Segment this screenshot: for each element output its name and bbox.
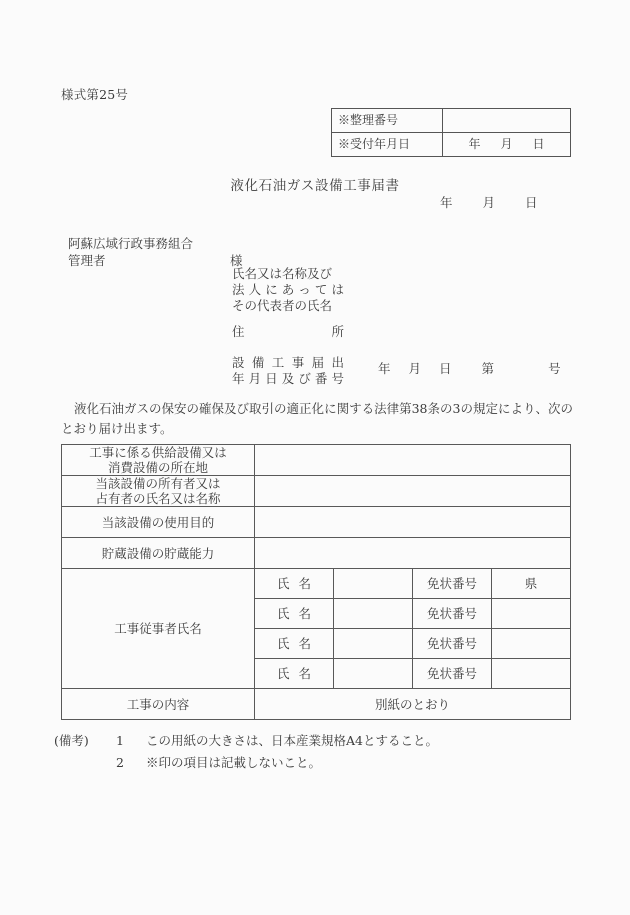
table-row	[62, 445, 571, 476]
worker-name-label-4	[255, 659, 334, 689]
worker-name-field-4[interactable]	[334, 659, 413, 689]
row-field-location[interactable]	[255, 445, 571, 476]
row-label-workers: 工事従事者氏名	[62, 569, 255, 689]
applicant-address-label	[232, 322, 344, 340]
remarks-section	[54, 730, 438, 774]
main-form-table	[61, 444, 571, 720]
worker-name-field-1[interactable]	[334, 569, 413, 599]
table-row	[332, 133, 571, 157]
remarks-item-1	[54, 730, 438, 752]
notification-label-line-1: 設備工事届出	[232, 355, 344, 370]
applicant-name-line-2: 法人にあっては	[232, 282, 344, 297]
table-row	[62, 569, 571, 599]
row-field-purpose[interactable]	[255, 507, 571, 538]
notification-number-label	[232, 355, 344, 387]
worker-license-label-3: 免状番号	[413, 629, 492, 659]
receipt-date-field[interactable]	[443, 133, 571, 157]
receipt-date-label: ※受付年月日	[332, 133, 443, 157]
submission-date-month: 月	[482, 195, 496, 210]
receipt-date-month: 月	[500, 136, 513, 151]
worker-license-label-1: 免状番号	[413, 569, 492, 599]
addressee-role: 管理者	[68, 253, 106, 268]
worker-name-label-text-1: 氏名	[277, 576, 311, 591]
applicant-name-line-1: 氏名又は名称及び	[232, 266, 333, 281]
row-label-location	[62, 445, 255, 476]
applicant-address-label-text: 住所	[232, 324, 344, 339]
worker-name-label-1	[255, 569, 334, 599]
row-label-owner-line-1: 当該設備の所有者又は	[95, 476, 221, 491]
remarks-item-2-number: 2	[116, 755, 124, 770]
row-label-purpose: 当該設備の使用目的	[62, 507, 255, 538]
worker-license-label-4: 免状番号	[413, 659, 492, 689]
worker-license-field-4[interactable]	[492, 659, 571, 689]
worker-name-field-2[interactable]	[334, 599, 413, 629]
legal-statement	[61, 399, 573, 439]
notification-gou: 号	[548, 361, 561, 376]
table-row	[62, 689, 571, 720]
row-label-location-line-1: 工事に係る供給設備又は	[89, 445, 227, 460]
remarks-item-1-text: この用紙の大きさは、日本産業規格A4とすること。	[146, 733, 438, 748]
submission-date-day: 日	[525, 195, 538, 210]
row-label-work-content: 工事の内容	[62, 689, 255, 720]
row-label-location-line-2: 消費設備の所在地	[107, 460, 208, 475]
row-field-work-content: 別紙のとおり	[255, 689, 571, 720]
remarks-item-2-text: ※印の項目は記載しないこと。	[146, 755, 322, 770]
row-field-owner[interactable]	[255, 476, 571, 507]
row-label-storage-capacity: 貯蔵設備の貯蔵能力	[62, 538, 255, 569]
receipt-date-day: 日	[532, 136, 545, 151]
worker-name-label-text-4: 氏名	[277, 666, 311, 681]
notification-label-line-2: 年月日及び番号	[232, 371, 344, 386]
submission-date-year: 年	[440, 195, 453, 210]
worker-license-field-3[interactable]	[492, 629, 571, 659]
reference-number-field[interactable]	[443, 109, 571, 133]
page-title: 液化石油ガス設備工事届書	[230, 178, 400, 194]
worker-name-label-2	[255, 599, 334, 629]
worker-license-field-1[interactable]: 県	[492, 569, 571, 599]
worker-name-label-text-3: 氏名	[277, 636, 311, 651]
addressee-organization: 阿蘇広域行政事務組合	[68, 236, 194, 251]
notification-dai: 第	[481, 361, 495, 376]
row-label-owner-line-2: 占有者の氏名又は名称	[95, 491, 221, 506]
remarks-label: (備考)	[54, 733, 89, 748]
notification-month: 月	[408, 361, 422, 376]
notification-day: 日	[439, 361, 452, 376]
worker-name-label-3	[255, 629, 334, 659]
submission-date	[440, 193, 538, 211]
worker-name-field-3[interactable]	[334, 629, 413, 659]
worker-license-field-2[interactable]	[492, 599, 571, 629]
notification-number-value[interactable]	[378, 359, 561, 377]
legal-statement-text: 液化石油ガスの保安の確保及び取引の適正化に関する法律第38条の3の規定により、次のとおり届け出ます。	[61, 401, 573, 436]
table-row	[62, 507, 571, 538]
reference-number-label: ※整理番号	[332, 109, 443, 133]
receipt-date-year: 年	[468, 136, 481, 151]
table-row	[62, 476, 571, 507]
addressee-honorific: 様	[230, 253, 243, 268]
row-field-storage-capacity[interactable]	[255, 538, 571, 569]
row-label-owner	[62, 476, 255, 507]
applicant-name-line-3: その代表者の氏名	[232, 298, 333, 313]
remarks-item-2	[54, 752, 438, 774]
form-number: 様式第25号	[61, 87, 129, 102]
worker-name-label-text-2: 氏名	[277, 606, 311, 621]
remarks-item-1-number: 1	[116, 733, 124, 748]
receipt-table	[331, 108, 571, 157]
worker-license-label-2: 免状番号	[413, 599, 492, 629]
table-row	[62, 538, 571, 569]
table-row	[332, 109, 571, 133]
notification-year: 年	[378, 361, 391, 376]
applicant-name-label	[232, 266, 344, 314]
